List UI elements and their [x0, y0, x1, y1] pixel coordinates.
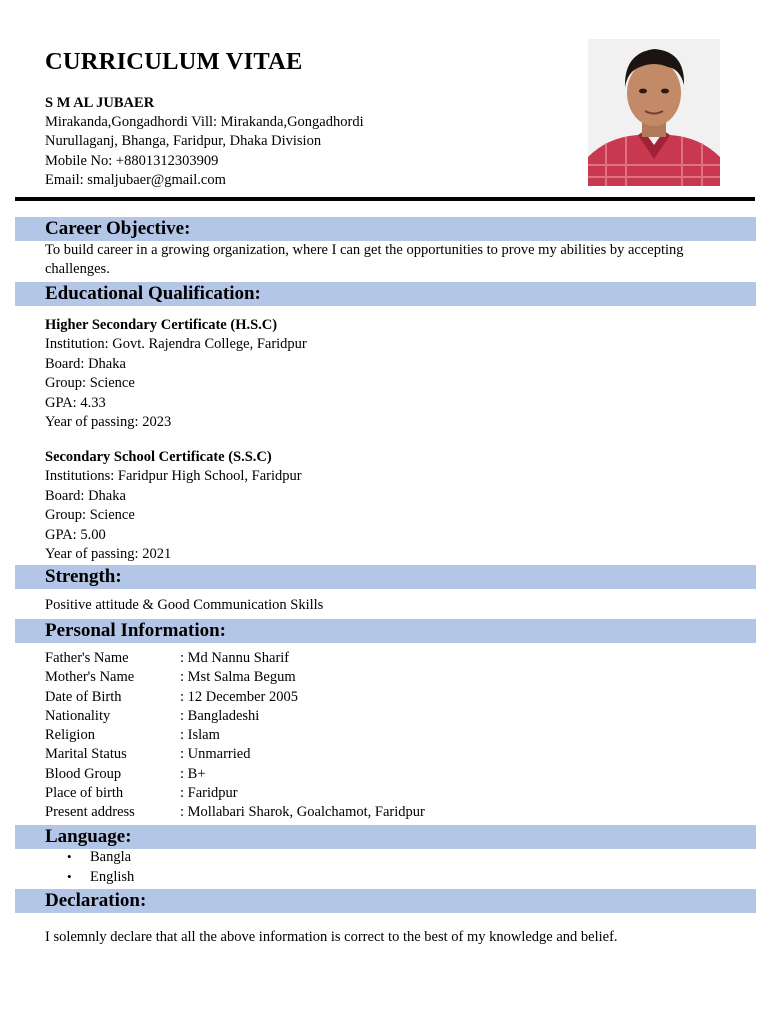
info-row-religion: [45, 726, 745, 745]
address-line-1: Mirakanda,Gongadhordi Vill: Mirakanda,Gongadhordi: [45, 114, 364, 130]
career-objective-line-1: To build career in a growing organization, where I can get the opportunities to prove my abilities by accepting: [45, 242, 684, 258]
info-row-blood-group: [45, 765, 745, 784]
ssc-gpa: GPA: 5.00: [45, 526, 106, 543]
language-label: English: [90, 869, 135, 885]
info-row-mother: [45, 668, 745, 687]
info-value: : Mollabari Sharok, Goalchamot, Faridpur: [180, 804, 425, 821]
address-line-2: Nurullaganj, Bhanga, Faridpur, Dhaka Division: [45, 133, 322, 150]
section-personal-information: [15, 619, 756, 643]
section-title-declaration: Declaration:: [45, 890, 147, 911]
bullet-icon: •: [67, 849, 72, 864]
info-value: : Faridpur: [180, 785, 238, 802]
ssc-institution: Institutions: Faridpur High School, Faridpur: [45, 468, 302, 485]
ssc-board: Board: Dhaka: [45, 487, 126, 504]
hsc-board: Board: Dhaka: [45, 355, 126, 372]
info-label: Blood Group: [45, 765, 122, 782]
hsc-institution: Institution: Govt. Rajendra College, Faridpur: [45, 336, 307, 353]
header-divider: [15, 197, 755, 201]
ssc-title: Secondary School Certificate (S.S.C): [45, 449, 272, 465]
info-row-marital-status: [45, 745, 745, 764]
hsc-title: Higher Secondary Certificate (H.S.C): [45, 317, 278, 333]
ssc-block: [45, 448, 302, 564]
hsc-block: [45, 316, 307, 432]
section-title-strength: Strength:: [45, 566, 122, 587]
career-objective-text: [45, 241, 735, 280]
section-title-career: Career Objective:: [45, 218, 191, 239]
document-title: CURRICULUM VITAE: [45, 48, 303, 75]
declaration-text: I solemnly declare that all the above information is correct to the best of my knowledge and belief.: [45, 929, 618, 945]
info-row-present-address: [45, 803, 745, 822]
info-label: Present address: [45, 804, 135, 821]
info-row-nationality: [45, 707, 745, 726]
info-value: : Mst Salma Begum: [180, 669, 296, 686]
strength-text: Positive attitude & Good Communication Skills: [45, 597, 324, 613]
info-value: : Islam: [180, 727, 220, 744]
info-row-father: [45, 649, 745, 668]
candidate-name: S M AL JUBAER: [45, 95, 155, 111]
ssc-year: Year of passing: 2021: [45, 546, 172, 563]
info-label: Mother's Name: [45, 669, 135, 686]
info-value: : Unmarried: [180, 746, 251, 763]
info-label: Marital Status: [45, 746, 127, 763]
section-education: [15, 282, 756, 306]
list-item: [45, 847, 345, 867]
info-label: Date of Birth: [45, 688, 122, 705]
profile-photo: [588, 39, 720, 186]
language-list: [45, 847, 345, 887]
info-label: Religion: [45, 727, 95, 744]
section-declaration: [15, 889, 756, 913]
career-objective-line-2: challenges.: [45, 261, 110, 278]
language-label: Bangla: [90, 849, 132, 865]
info-value: : Bangladeshi: [180, 707, 260, 724]
hsc-year: Year of passing: 2023: [45, 414, 172, 431]
info-value: : B+: [180, 765, 206, 782]
section-title-language: Language:: [45, 826, 132, 847]
section-title-personal: Personal Information:: [45, 620, 227, 641]
hsc-group: Group: Science: [45, 375, 135, 392]
bullet-icon: •: [67, 869, 72, 884]
ssc-group: Group: Science: [45, 507, 135, 524]
info-row-dob: [45, 688, 745, 707]
info-value: : Md Nannu Sharif: [180, 650, 290, 666]
mobile-number: Mobile No: +8801312303909: [45, 152, 219, 169]
info-row-place-of-birth: [45, 784, 745, 803]
section-language: [15, 825, 756, 849]
personal-info-table: [45, 649, 745, 823]
email-address: Email: smaljubaer@gmail.com: [45, 172, 226, 189]
section-career-objective: [15, 217, 756, 241]
hsc-gpa: GPA: 4.33: [45, 394, 106, 411]
info-label: Place of birth: [45, 785, 124, 802]
info-value: : 12 December 2005: [180, 688, 298, 705]
info-label: Nationality: [45, 707, 111, 724]
section-strength: [15, 565, 756, 589]
profile-photo-icon: [588, 39, 720, 186]
list-item: [45, 867, 345, 887]
info-label: Father's Name: [45, 650, 129, 666]
cv-header: [45, 46, 565, 191]
section-title-education: Educational Qualification:: [45, 283, 261, 304]
